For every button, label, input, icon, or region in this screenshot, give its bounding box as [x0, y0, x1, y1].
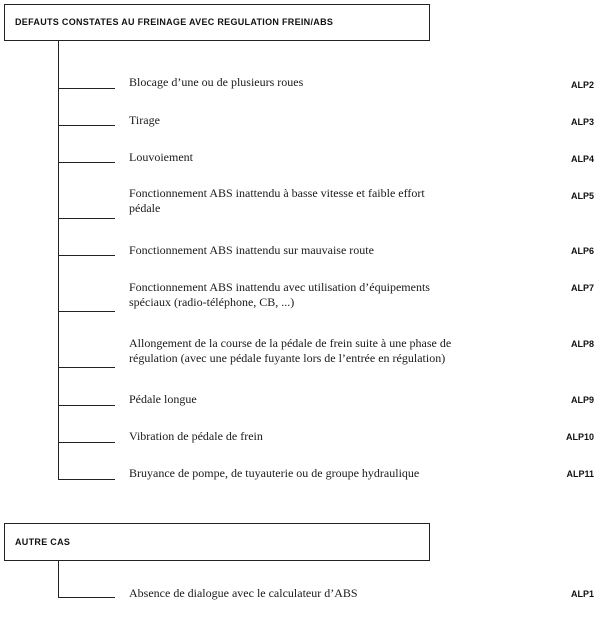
section-title-freinage: DEFAUTS CONSTATES AU FREINAGE AVEC REGULATION FREIN/ABS — [15, 17, 334, 27]
item-label-alp7: Fonctionnement ABS inattendu avec utilisation d’équipements spéciaux (radio-téléphone, CB, ...) — [129, 280, 430, 309]
tree-branch — [58, 255, 115, 256]
item-code-alp3: ALP3 — [570, 117, 594, 127]
tree-trunk-freinage — [58, 41, 59, 480]
tree-branch — [58, 442, 115, 443]
tree-branch — [58, 479, 115, 480]
item-code-alp6: ALP6 — [570, 246, 594, 256]
section-header-freinage — [4, 4, 430, 41]
item-code-alp7: ALP7 — [570, 283, 594, 293]
section-header-autre-cas — [4, 523, 430, 561]
item-label-alp3: Tirage — [129, 113, 160, 127]
tree-branch — [58, 597, 115, 598]
item-code-alp2: ALP2 — [570, 80, 594, 90]
item-code-alp10: ALP10 — [565, 432, 594, 442]
tree-branch — [58, 125, 115, 126]
item-label-alp11: Bruyance de pompe, de tuyauterie ou de groupe hydraulique — [129, 466, 420, 480]
item-label-alp2: Blocage d’une ou de plusieurs roues — [129, 75, 304, 89]
tree-branch — [58, 405, 115, 406]
item-label-alp4: Louvoiement — [129, 150, 193, 164]
item-code-alp1: ALP1 — [570, 589, 594, 599]
section-title-autre-cas: AUTRE CAS — [15, 537, 71, 547]
tree-branch — [58, 162, 115, 163]
tree-branch — [58, 88, 115, 89]
item-label-alp1: Absence de dialogue avec le calculateur d’ABS — [129, 586, 358, 600]
item-code-alp11: ALP11 — [566, 469, 594, 479]
item-label-alp9: Pédale longue — [129, 392, 197, 406]
tree-trunk-autre-cas — [58, 561, 59, 598]
tree-branch — [58, 311, 115, 312]
tree-branch — [58, 367, 115, 368]
item-label-alp10: Vibration de pédale de frein — [129, 429, 263, 443]
item-code-alp5: ALP5 — [570, 191, 594, 201]
item-label-alp5: Fonctionnement ABS inattendu à basse vitesse et faible effort pédale — [129, 186, 425, 215]
item-code-alp4: ALP4 — [570, 154, 594, 164]
item-label-alp6: Fonctionnement ABS inattendu sur mauvaise route — [129, 243, 374, 257]
item-label-alp8: Allongement de la course de la pédale de frein suite à une phase de régulation (avec une pédale fuyante lors de l’entrée en régulation) — [129, 336, 452, 365]
tree-branch — [58, 218, 115, 219]
item-code-alp9: ALP9 — [570, 395, 594, 405]
item-code-alp8: ALP8 — [570, 339, 594, 349]
